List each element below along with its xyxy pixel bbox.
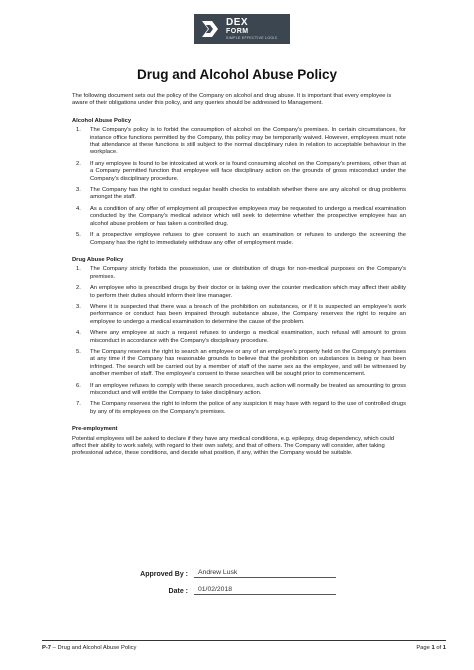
item-text: The Company reserves the right to search an employee or any of an employee's property held on the Company's premises at any time if the Company has reasonable grounds to believe that the prohibition on substances is being or has been infringed. The search will be carried out by a member of staff of the same sex as the employee, and will be witnessed by another member of staff. The employee's consent to these searches will be sought prior to commencement. xyxy=(90,348,406,378)
drug-policy-list xyxy=(72,266,406,416)
footer-page-num: 1 xyxy=(431,645,435,651)
item-number: 2. xyxy=(76,285,81,292)
preemployment-heading: Pre-employment xyxy=(72,426,118,433)
item-number: 1. xyxy=(76,127,81,134)
item-number: 2. xyxy=(76,160,81,167)
logo-brand-bottom: FORM xyxy=(226,27,249,35)
list-item xyxy=(72,401,406,416)
footer-of-word: of xyxy=(434,645,443,651)
drug-section-heading: Drug Abuse Policy xyxy=(72,256,124,263)
list-item xyxy=(72,161,406,183)
list-item xyxy=(72,349,406,379)
approved-by-field[interactable]: Andrew Lusk xyxy=(194,569,336,578)
item-text: An employee who is prescribed drugs by their doctor or is taking over the counter medication which may affect their ability to perform their duties should inform their line manager. xyxy=(90,285,406,299)
item-number: 1. xyxy=(76,266,81,273)
list-item xyxy=(72,266,406,281)
approved-by-label: Approved By : xyxy=(140,571,188,578)
item-text: If a prospective employee refuses to give consent to such an examination or refuses to undergo the screening the Company has the right to immediately withdraw any offer of employment made. xyxy=(90,232,406,246)
item-number: 4. xyxy=(76,205,81,212)
company-logo xyxy=(194,14,290,44)
list-item xyxy=(72,330,406,345)
footer-page-total: 1 xyxy=(442,645,446,651)
item-number: 7. xyxy=(76,401,81,408)
logo-text xyxy=(226,18,278,41)
page-footer xyxy=(42,640,446,651)
date-row xyxy=(134,578,336,595)
footer-page-word: Page xyxy=(416,645,432,651)
list-item xyxy=(72,206,406,228)
item-text: The Company has the right to conduct regular health checks to establish whether there are any alcohol or drug problems amongst the staff. xyxy=(90,187,406,201)
intro-paragraph: The following document sets out the policy of the Company on alcohol and drug abuse. It is important that every employee is aware of their obligations under this policy, and any queries should be addressed to Management. xyxy=(72,93,392,107)
item-text: Where any employee at such a request refuses to undergo a medical examination, such refusal will amount to gross misconduct in accordance with the Company's disciplinary procedure. xyxy=(90,330,406,344)
item-number: 5. xyxy=(76,348,81,355)
dexform-logo-icon xyxy=(200,19,220,39)
footer-doc-reference xyxy=(42,645,136,651)
logo-brand-top: DEX xyxy=(226,16,249,28)
list-item xyxy=(72,127,406,157)
date-field[interactable]: 01/02/2018 xyxy=(194,586,336,595)
preemployment-section xyxy=(72,426,406,458)
alcohol-section-heading: Alcohol Abuse Policy xyxy=(72,117,132,124)
list-item xyxy=(72,383,406,398)
list-item xyxy=(72,285,406,300)
item-number: 5. xyxy=(76,232,81,239)
item-text: If any employee is found to be intoxicated at work or is found consuming alcohol on the Company's premises, other than at a Company permitted function that employee will face disciplinary action on the grounds of gross misconduct under the Company's disciplinary procedure. xyxy=(90,160,406,182)
list-item xyxy=(72,187,406,202)
footer-page-number xyxy=(416,645,446,651)
list-item xyxy=(72,232,406,247)
date-label: Date : xyxy=(168,588,188,595)
item-number: 4. xyxy=(76,330,81,337)
footer-doc-code: P-7 xyxy=(42,645,52,651)
footer-doc-title: – Drug and Alcohol Abuse Policy xyxy=(51,645,137,651)
item-text: If an employee refuses to comply with these search procedures, such action will normally be treated as amounting to gross misconduct and will entitle the Company to take disciplinary action. xyxy=(90,382,406,396)
document-body xyxy=(72,93,406,458)
item-number: 3. xyxy=(76,303,81,310)
item-number: 3. xyxy=(76,187,81,194)
item-text: As a condition of any offer of employment all prospective employees may be requested to undergo a medical examination conducted by the Company's medical advisor which will seek to determine whether the prospective employee has an alcohol abuse problem or has taken a controlled drug. xyxy=(90,205,406,227)
alcohol-policy-list xyxy=(72,127,406,247)
list-item xyxy=(72,304,406,326)
item-text: The Company strictly forbids the possession, use or distribution of drugs for non-medical purposes on the Company's premises. xyxy=(90,266,406,280)
item-text: The Company reserves the right to inform the police of any suspicion it may have with regard to the use of controlled drugs by any of its employees on the Company's premises. xyxy=(90,401,406,415)
approval-block xyxy=(134,561,336,595)
item-text: The Company's policy is to forbid the consumption of alcohol on the Company's premises. In certain circumstances, for instance office functions permitted by the Company, this policy may be temporarily waived. However, employees must note that attendance at these functions is still subject to the normal disciplinary rules in relation to acceptable behaviour in the workplace. xyxy=(90,127,406,156)
preemployment-text: Potential employees will be asked to declare if they have any medical conditions, e.g. epilepsy, drug dependency, which could affect their ability to work safely, with regard to their own safety, and that of others. The Company will consider, after taking professional advice, these conditions, and decide what position, if any, within the Company would be suitable. xyxy=(72,435,395,457)
approved-by-row xyxy=(134,561,336,578)
document-title: Drug and Alcohol Abuse Policy xyxy=(136,67,338,82)
logo-tagline: SIMPLE EFFECTIVE LOGIC xyxy=(226,35,278,40)
item-text: Where it is suspected that there was a breach of the prohibition on substances, or if it is suspected an employee's work performance or conduct has been impaired through substance abuse, the Company reserves the right to require an employee to undergo a medical examination to determine the cause of the problem. xyxy=(90,303,406,325)
item-number: 6. xyxy=(76,382,81,389)
